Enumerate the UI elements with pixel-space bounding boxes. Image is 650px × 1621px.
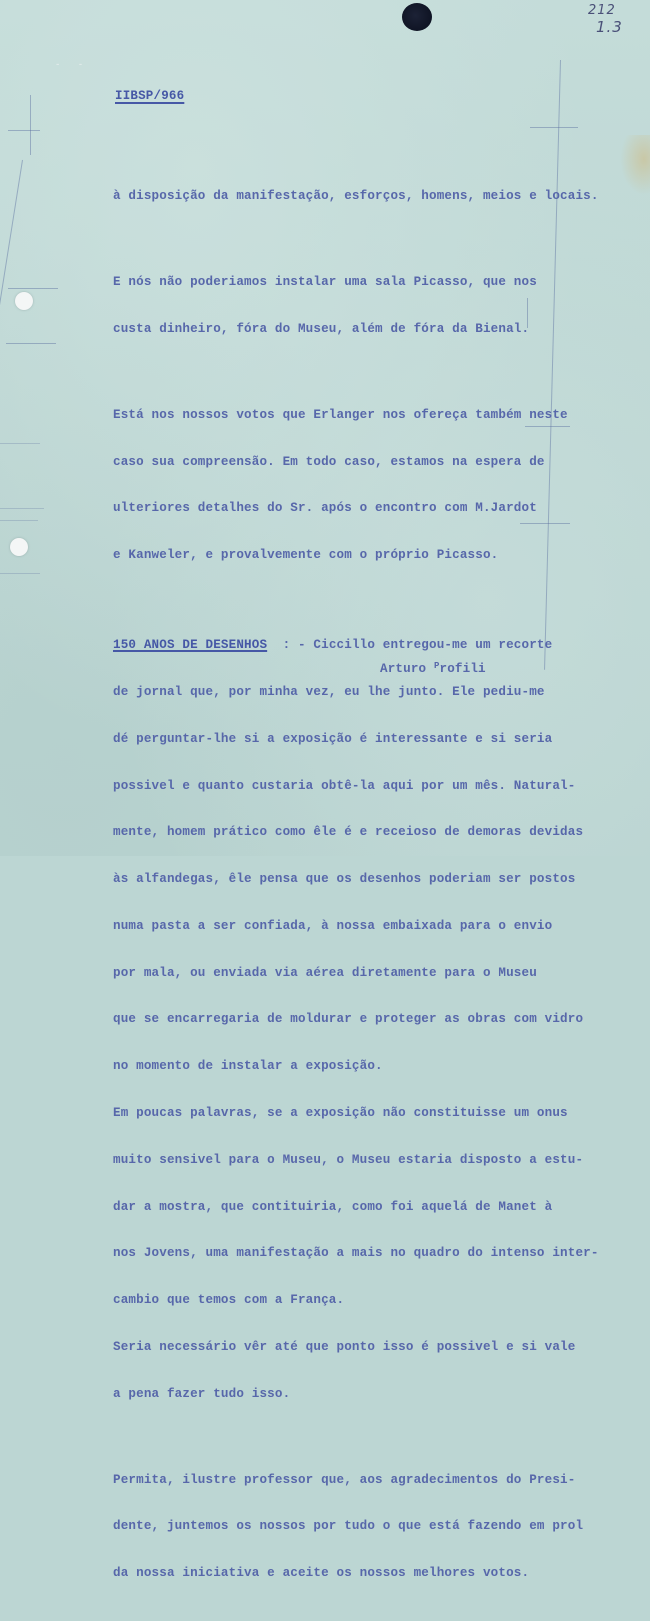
paragraph-150-anos-de-desenhos [113, 607, 633, 1433]
text-line: muito sensivel para o Museu, o Museu estaria disposto a estu- [113, 1152, 584, 1167]
pencil-mark [6, 343, 56, 344]
signature [380, 661, 486, 676]
text-line: a pena fazer tudo isso. [113, 1386, 291, 1401]
pencil-diagonal-line [0, 160, 23, 368]
text-line [113, 638, 633, 654]
text-line: de jornal que, por minha vez, eu lhe junto. Ele pediu-me [113, 685, 545, 699]
text-line: dar a mostra, que contituiria, como foi aquelá de Manet à [113, 1199, 553, 1214]
pencil-mark [0, 508, 44, 509]
text-line: Está nos nossos votos que Erlanger nos ofereça também neste [113, 407, 568, 422]
pencil-mark [0, 573, 40, 574]
pencil-mark [530, 127, 578, 128]
signature-last-name: rofili [439, 662, 486, 676]
text-line: e Kanweler, e provalvemente com o próprio Picasso. [113, 548, 499, 563]
punch-hole-bottom [10, 538, 28, 556]
text-line: à disposição da manifestação, esforços, homens, meios e locais. [113, 189, 599, 204]
signature-first-name: Arturo [380, 662, 434, 676]
paragraph-3 [113, 377, 633, 595]
paragraph-1 [113, 158, 633, 236]
text-line: Permita, ilustre professor que, aos agradecimentos do Presi- [113, 1472, 576, 1487]
text-fragment: : - Ciccillo entregou-me um recorte [267, 638, 553, 653]
signature-initial: P [433, 661, 440, 671]
section-heading: 150 ANOS DE DESENHOS [113, 638, 268, 653]
staple-hole [402, 3, 432, 31]
pencil-mark [0, 520, 38, 521]
page-number-sub: 1.3 [596, 18, 623, 36]
text-line: possivel e quanto custaria obtê-la aqui por um mês. Natural- [113, 778, 576, 793]
letter-body [113, 158, 633, 1621]
text-line: por mala, ou enviada via aérea diretamente para o Museu [113, 965, 537, 980]
pencil-mark [0, 443, 40, 444]
text-line: E nós não poderiamos instalar uma sala Picasso, que nos [113, 275, 537, 290]
paragraph-2 [113, 244, 633, 369]
text-line: da nossa iniciativa e aceite os nossos melhores votos. [113, 1566, 530, 1581]
text-line: nos Jovens, uma manifestação a mais no quadro do intenso inter- [113, 1246, 599, 1261]
page-number-main: 212 [588, 3, 616, 18]
text-line: Seria necessário vêr até que ponto isso é possivel e si vale [113, 1339, 576, 1354]
punch-hole-top [15, 292, 33, 310]
text-line: que se encarregaria de moldurar e proteger as obras com vidro [113, 1012, 584, 1027]
text-line: no momento de instalar a exposição. [113, 1059, 383, 1074]
pencil-mark [30, 95, 31, 155]
text-line: Em poucas palavras, se a exposição não constituisse um onus [113, 1106, 568, 1121]
pencil-mark [8, 288, 58, 289]
text-line: ulteriores detalhes do Sr. após o encontro com M.Jardot [113, 501, 537, 516]
text-line: mente, homem prático como êle é e receioso de demoras devidas [113, 825, 584, 840]
text-line: dente, juntemos os nossos por tudo o que está fazendo em prol [113, 1519, 584, 1534]
pencil-mark [8, 130, 40, 131]
text-line: numa pasta a ser confiada, à nossa embaixada para o envio [113, 918, 553, 933]
text-line: cambio que temos com a França. [113, 1293, 345, 1308]
document-reference: IIBSP/966 [115, 89, 185, 103]
closing-paragraph [113, 1442, 633, 1614]
margin-dash-marks: - - [55, 60, 90, 70]
text-line: às alfandegas, êle pensa que os desenhos poderiam ser postos [113, 872, 576, 887]
text-line: custa dinheiro, fóra do Museu, além de fóra da Bienal. [113, 321, 530, 336]
text-line: caso sua compreensão. Em todo caso, estamos na espera de [113, 454, 545, 469]
text-line: dé perguntar-lhe si a exposição é interessante e si seria [113, 731, 553, 746]
handwritten-page-number [588, 3, 623, 35]
